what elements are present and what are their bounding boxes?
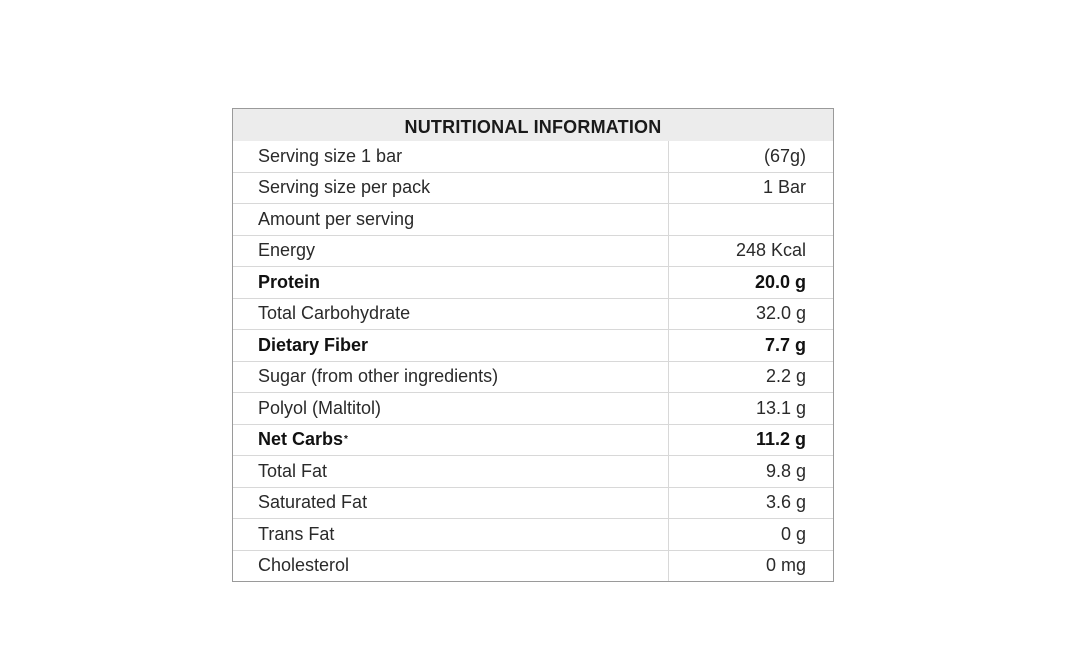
- row-value: 2.2 g: [765, 366, 806, 387]
- table-row-net-carbs: [233, 424, 833, 456]
- row-value: (67g): [763, 145, 806, 166]
- row-value: 20.0 g: [754, 271, 806, 292]
- table-row-total-carbohydrate: [233, 298, 833, 330]
- table-row-trans-fat: [233, 518, 833, 550]
- row-value: [669, 204, 833, 235]
- table-row-saturated-fat: [233, 487, 833, 519]
- table-body: [233, 141, 833, 581]
- table-row-amount-per-serving: [233, 203, 833, 235]
- row-label: Sugar (from other ingredients): [233, 362, 669, 393]
- row-label: Total Carbohydrate: [233, 299, 669, 330]
- nutrition-table: [232, 108, 834, 582]
- row-label: Serving size per pack: [233, 173, 669, 204]
- row-label: Polyol (Maltitol): [233, 393, 669, 424]
- row-value: 248 Kcal: [735, 240, 806, 261]
- table-row-serving-per-pack: [233, 172, 833, 204]
- row-label-cell: Net Carbs *: [233, 425, 669, 456]
- row-value: 32.0 g: [755, 303, 806, 324]
- row-label: Total Fat: [233, 456, 669, 487]
- row-label: Amount per serving: [233, 204, 669, 235]
- table-row-dietary-fiber: [233, 329, 833, 361]
- table-row-protein: [233, 266, 833, 298]
- row-value: 9.8 g: [765, 460, 806, 481]
- table-row-total-fat: [233, 455, 833, 487]
- row-label: Cholesterol: [233, 551, 669, 582]
- row-value: 13.1 g: [755, 397, 806, 418]
- row-value: 3.6 g: [765, 492, 806, 513]
- row-value: 0 g: [780, 523, 806, 544]
- row-value: 11.2 g: [755, 429, 806, 450]
- table-row-polyol: [233, 392, 833, 424]
- row-value: 7.7 g: [764, 334, 806, 355]
- table-row-sugar: [233, 361, 833, 393]
- row-label: Protein: [233, 267, 669, 298]
- row-label: Net Carbs: [258, 429, 344, 450]
- row-label: Energy: [233, 236, 669, 267]
- row-value: 1 Bar: [762, 177, 806, 198]
- row-label: Dietary Fiber: [233, 330, 669, 361]
- row-label: Trans Fat: [233, 519, 669, 550]
- table-row-energy: [233, 235, 833, 267]
- table-row-cholesterol: [233, 550, 833, 582]
- table-title: NUTRITIONAL INFORMATION: [233, 109, 833, 141]
- row-label: Saturated Fat: [233, 488, 669, 519]
- row-value: 0 mg: [765, 555, 806, 576]
- table-row-serving-size: [233, 141, 833, 172]
- row-label: Serving size 1 bar: [233, 141, 669, 172]
